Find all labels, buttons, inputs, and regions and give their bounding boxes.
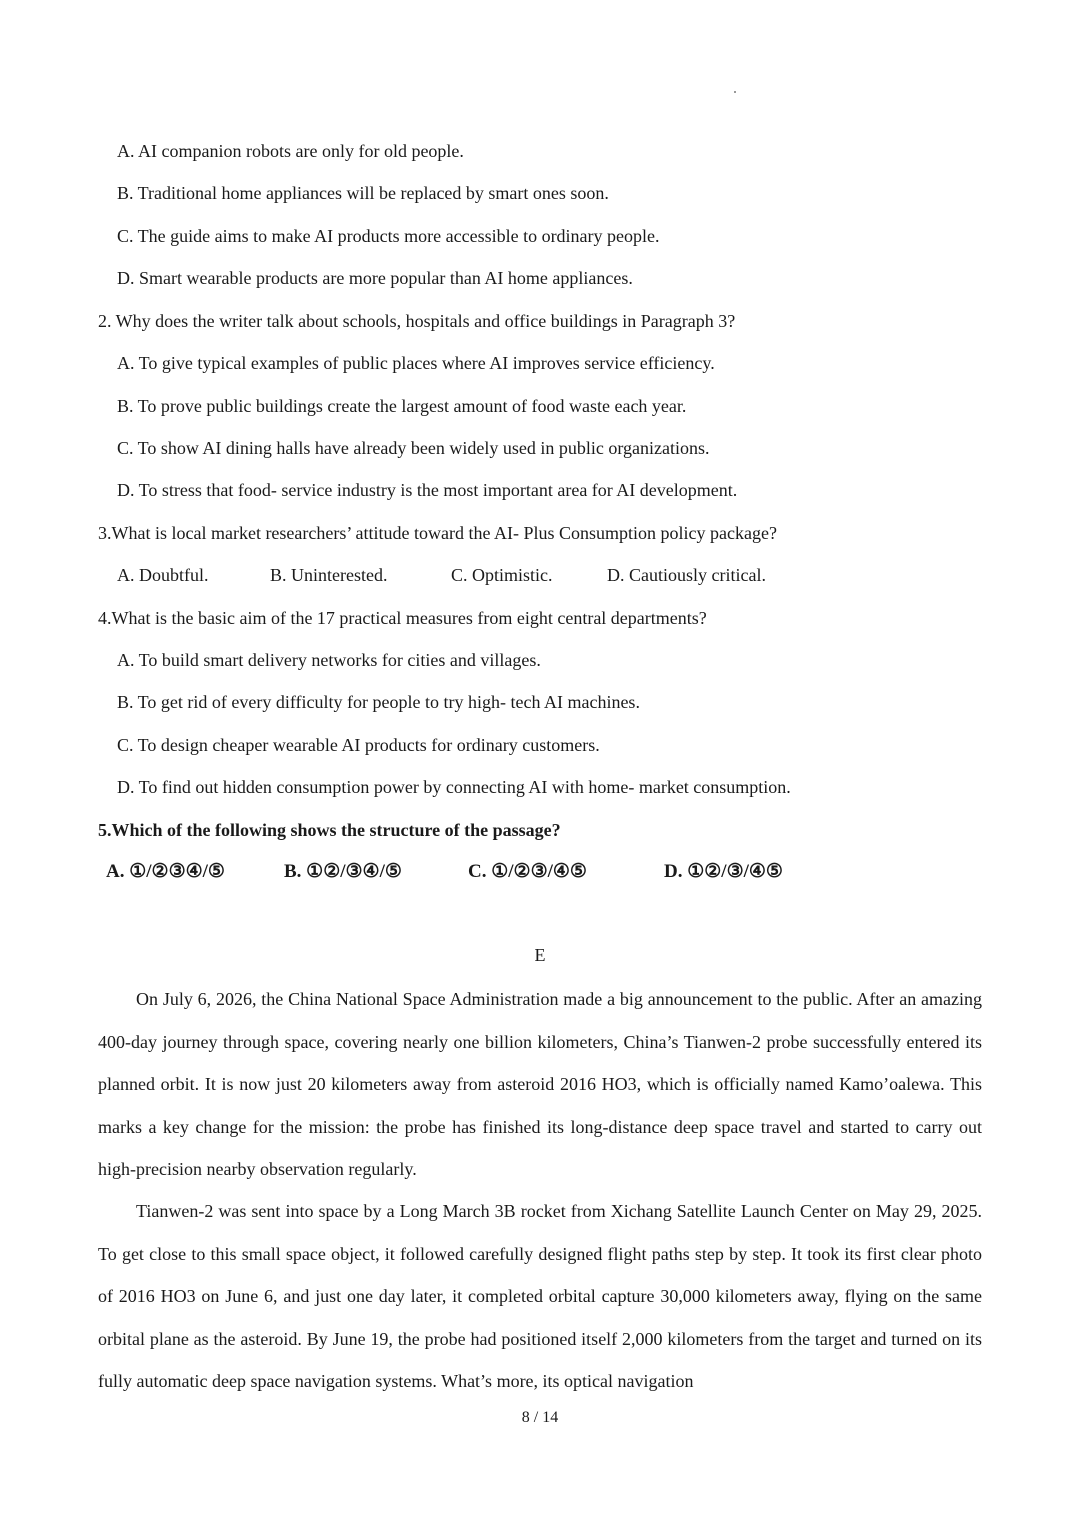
q2-option-b: B. To prove public buildings create the largest amount of food waste each year. — [117, 396, 687, 416]
q5-option-a: A. ①/②③④/⑤ — [106, 861, 225, 882]
scan-mark — [734, 91, 736, 93]
q5-stem: 5.Which of the following shows the structure of the passage? — [98, 820, 561, 840]
q3-option-c: C. Optimistic. — [451, 565, 553, 585]
q5-option-d: D. ①②/③/④⑤ — [664, 861, 783, 882]
q2-option-c: C. To show AI dining halls have already been widely used in public organizations. — [117, 438, 710, 458]
q4-stem: 4.What is the basic aim of the 17 practical measures from eight central departments? — [98, 608, 707, 628]
page-number: 8 / 14 — [521, 1409, 559, 1426]
q4-option-a: A. To build smart delivery networks for cities and villages. — [117, 650, 541, 670]
q3-option-d: D. Cautiously critical. — [607, 565, 766, 585]
q4-option-b: B. To get rid of every difficulty for people to try high- tech AI machines. — [117, 692, 640, 712]
section-heading: E — [534, 945, 546, 965]
q4-option-d: D. To find out hidden consumption power by connecting AI with home- market consumption. — [117, 777, 791, 797]
paragraph-2: Tianwen-2 was sent into space by a Long March 3B rocket from Xichang Satellite Launch Center on May 29, 2025. To get close to this small space object, it followed carefully designed flight paths step by step. It took its first clear photo of 2016 HO3 on June 6, and just one day later, it completed orbital capture 30,000 kilometers away, flying on the same orbital plane as the asteroid. By June 19, the probe had positioned itself 2,000 kilometers from the target and turned on its fully automatic deep space navigation systems. What’s more, its optical navigation — [98, 1201, 982, 1391]
q3-stem: 3.What is local market researchers’ attitude toward the AI- Plus Consumption policy package? — [98, 523, 777, 543]
q3-option-a: A. Doubtful. — [117, 565, 209, 585]
q1-option-c: C. The guide aims to make AI products more accessible to ordinary people. — [117, 226, 660, 246]
q2-option-d: D. To stress that food- service industry is the most important area for AI development. — [117, 480, 738, 500]
q1-option-a: A. AI companion robots are only for old people. — [117, 141, 464, 161]
q5-option-c: C. ①/②③/④⑤ — [468, 861, 587, 882]
q1-option-b: B. Traditional home appliances will be replaced by smart ones soon. — [117, 183, 609, 203]
q1-option-d: D. Smart wearable products are more popular than AI home appliances. — [117, 268, 633, 288]
q2-option-a: A. To give typical examples of public places where AI improves service efficiency. — [117, 353, 715, 373]
q2-stem: 2. Why does the writer talk about schools, hospitals and office buildings in Paragraph 3? — [98, 311, 736, 331]
q5-option-b: B. ①②/③④/⑤ — [284, 861, 402, 882]
q3-option-b: B. Uninterested. — [270, 565, 388, 585]
paragraph-1: On July 6, 2026, the China National Space Administration made a big announcement to the public. After an amazing 400-day journey through space, covering nearly one billion kilometers, China’s Tianwen-2 probe successfully entered its planned orbit. It is now just 20 kilometers away from asteroid 2016 HO3, which is officially named Kamo’oalewa. This marks a key change for the mission: the probe has finished its long-distance deep space travel and started to carry out high-precision nearby observation regularly. — [98, 989, 982, 1179]
q4-option-c: C. To design cheaper wearable AI products for ordinary customers. — [117, 735, 600, 755]
